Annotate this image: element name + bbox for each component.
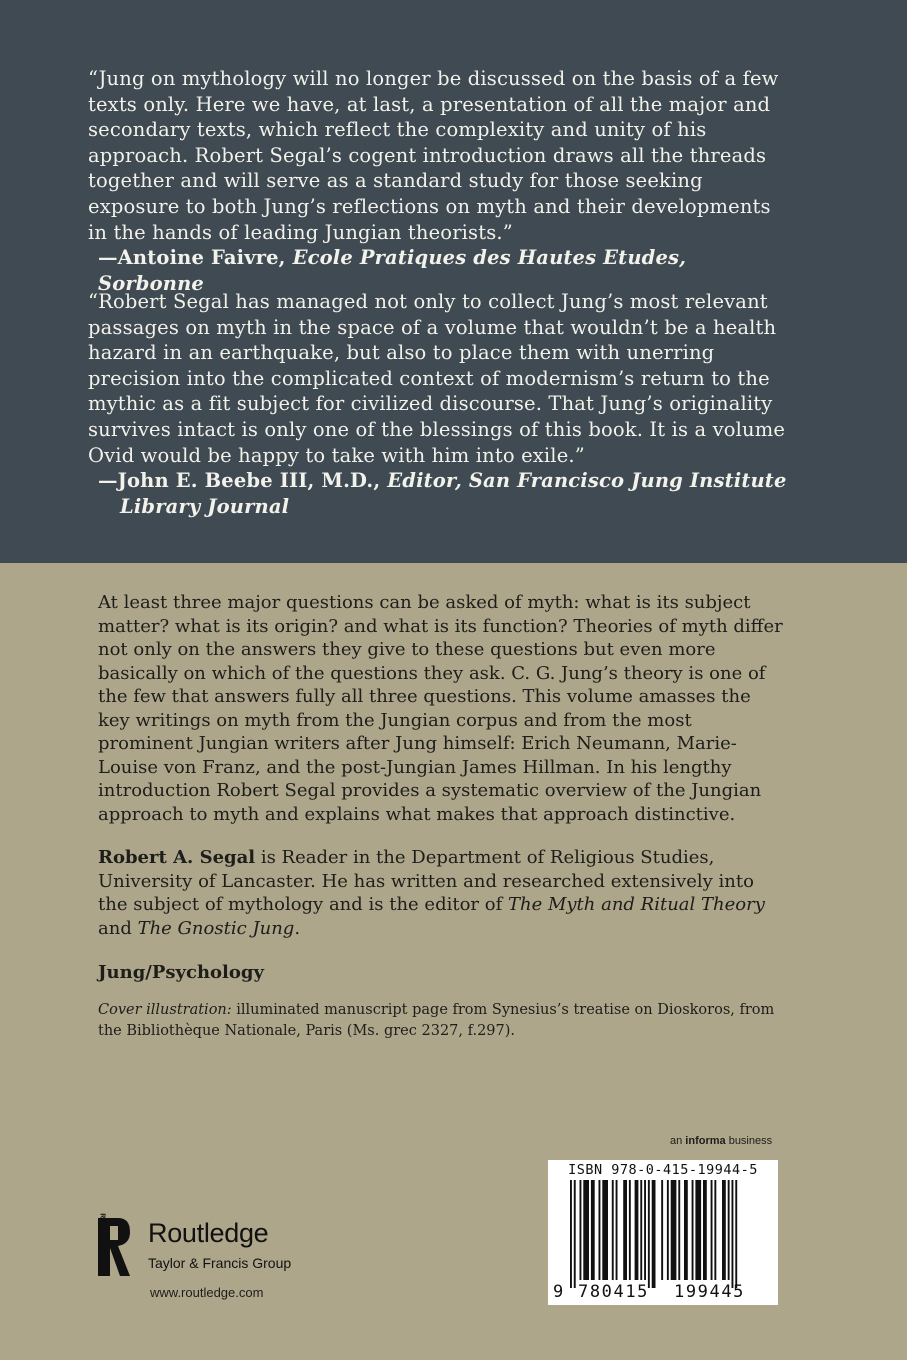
bio-text: is Reader in the Department of Religious Studies, University of Lancaster. He has written and researched extensively into the subject of mythology and is the editor of: [98, 847, 754, 915]
informa-tagline: [670, 1135, 772, 1147]
barcode-bar: [580, 1180, 582, 1280]
barcode-bar: [640, 1180, 642, 1280]
publisher-group: Taylor & Francis Group: [148, 1255, 292, 1271]
publisher-name: Routledge: [148, 1218, 269, 1248]
barcode-bar: [644, 1180, 646, 1280]
ean-digits: [548, 1282, 778, 1304]
subject-category: Jung/Psychology: [98, 962, 264, 983]
ean-right-digits: 199445: [674, 1282, 746, 1302]
bio-end: .: [294, 917, 301, 939]
barcode-bar: [684, 1180, 688, 1280]
barcode-bars: [570, 1180, 760, 1288]
quote-attribution: [88, 468, 788, 519]
barcode-bar: [583, 1180, 589, 1280]
cover-label: Cover illustration:: [98, 1002, 232, 1018]
barcode-bar: [570, 1180, 572, 1288]
publisher-website: www.routledge.com: [150, 1285, 264, 1300]
routledge-vertical-text: ROUTLEDGE: [98, 1213, 106, 1262]
quote-text: “Jung on mythology will no longer be discussed on the basis of a few texts only. Here we have, at last, a presentation of all the major and secondary texts, which reflect the complexity and unity of his approach. Robert Segal’s cogent introduction draws all the threads together and will serve as a standard study for those seeking exposure to both Jung’s reflections on myth and their developments in the hands of leading Jungian theorists.”: [88, 67, 779, 244]
publisher-logo: [92, 1212, 322, 1282]
bio-and: and: [98, 917, 138, 939]
quote-author: —Antoine Faivre,: [98, 246, 286, 270]
barcode-bar: [629, 1180, 631, 1280]
barcode-bar: [695, 1180, 701, 1280]
barcode-bar: [703, 1180, 707, 1280]
ean-left-digits: 780415: [578, 1282, 650, 1302]
quote-affiliation: Ecole Pratiques des Hautes Etudes, Sorbonne: [98, 246, 687, 295]
book-title-1: The Myth and Ritual Theory: [507, 894, 765, 915]
barcode-bar: [612, 1180, 614, 1280]
barcode-bar: [667, 1180, 669, 1280]
barcode-bar: [648, 1180, 650, 1288]
barcode-bar: [635, 1180, 639, 1280]
barcode-bar: [591, 1180, 595, 1280]
barcode-bar: [735, 1180, 737, 1288]
author-bio: [98, 846, 788, 940]
barcode-bar: [574, 1180, 576, 1288]
barcode-bar: [599, 1180, 601, 1280]
barcode-bar: [722, 1180, 726, 1280]
barcode-bar: [692, 1180, 694, 1280]
book-description: [98, 591, 788, 826]
quote-faivre: [88, 66, 788, 296]
quote-text: “Robert Segal has managed not only to collect Jung’s most relevant passages on myth in the space of a volume that wouldn’t be a health hazard in an earthquake, but also to place them with unerring precision into the complicated context of modernism’s return to the mythic as a fit subject for civilized discourse. That Jung’s originality survives intact is only one of the blessings of this book. It is a volume Ovid would be happy to take with him into exile.”: [88, 290, 786, 467]
informa-pre: an: [670, 1135, 686, 1147]
barcode-bar: [602, 1180, 608, 1280]
barcode-bar: [732, 1180, 734, 1288]
barcode-bar: [711, 1180, 713, 1280]
ean-first-digit: 9: [553, 1282, 564, 1302]
quote-affiliation: Editor, San Francisco Jung Institute: [387, 469, 787, 493]
description-text: At least three major questions can be asked of myth: what is its subject matter? what is its origin? and what is its function? Theories of myth differ not only on the answers they give to these questions but even more basically on which of the questions they ask. C. G. Jung’s theory is one of the few that answers fully all three questions. This volume amasses the key writings on myth from the Jungian corpus and from the most prominent Jungian writers after Jung himself: Erich Neumann, Marie-Louise von Franz, and the post-Jungian James Hillman. In his lengthy introduction Robert Segal provides a systematic overview of the Jungian approach to myth and explains what makes that approach distinctive.: [98, 592, 783, 825]
barcode-bar: [678, 1180, 680, 1280]
quote-author: —John E. Beebe III, M.D.,: [98, 469, 381, 493]
barcode-bar: [616, 1180, 618, 1280]
informa-brand: informa: [685, 1135, 726, 1147]
barcode-bar: [671, 1180, 677, 1280]
barcode-bar: [661, 1180, 663, 1280]
barcode-bar: [728, 1180, 730, 1280]
cover-text: illuminated manuscript page from Synesius’s treatise on Dioskoros, from the Bibliothèque Nationale, Paris (Ms. grec 2327, f.297).: [98, 1002, 775, 1039]
isbn-label: ISBN 978-0-415-19944-5: [568, 1162, 758, 1178]
barcode: [548, 1160, 778, 1305]
barcode-bar: [623, 1180, 627, 1280]
barcode-bar: [714, 1180, 716, 1280]
author-name: Robert A. Segal: [98, 847, 256, 868]
book-title-2: The Gnostic Jung: [137, 917, 295, 939]
barcode-bar: [652, 1180, 656, 1288]
quote-affiliation-line2: Library Journal: [120, 494, 290, 518]
quote-beebe: [88, 289, 788, 519]
cover-credit: [98, 1000, 788, 1042]
informa-post: business: [725, 1135, 773, 1147]
